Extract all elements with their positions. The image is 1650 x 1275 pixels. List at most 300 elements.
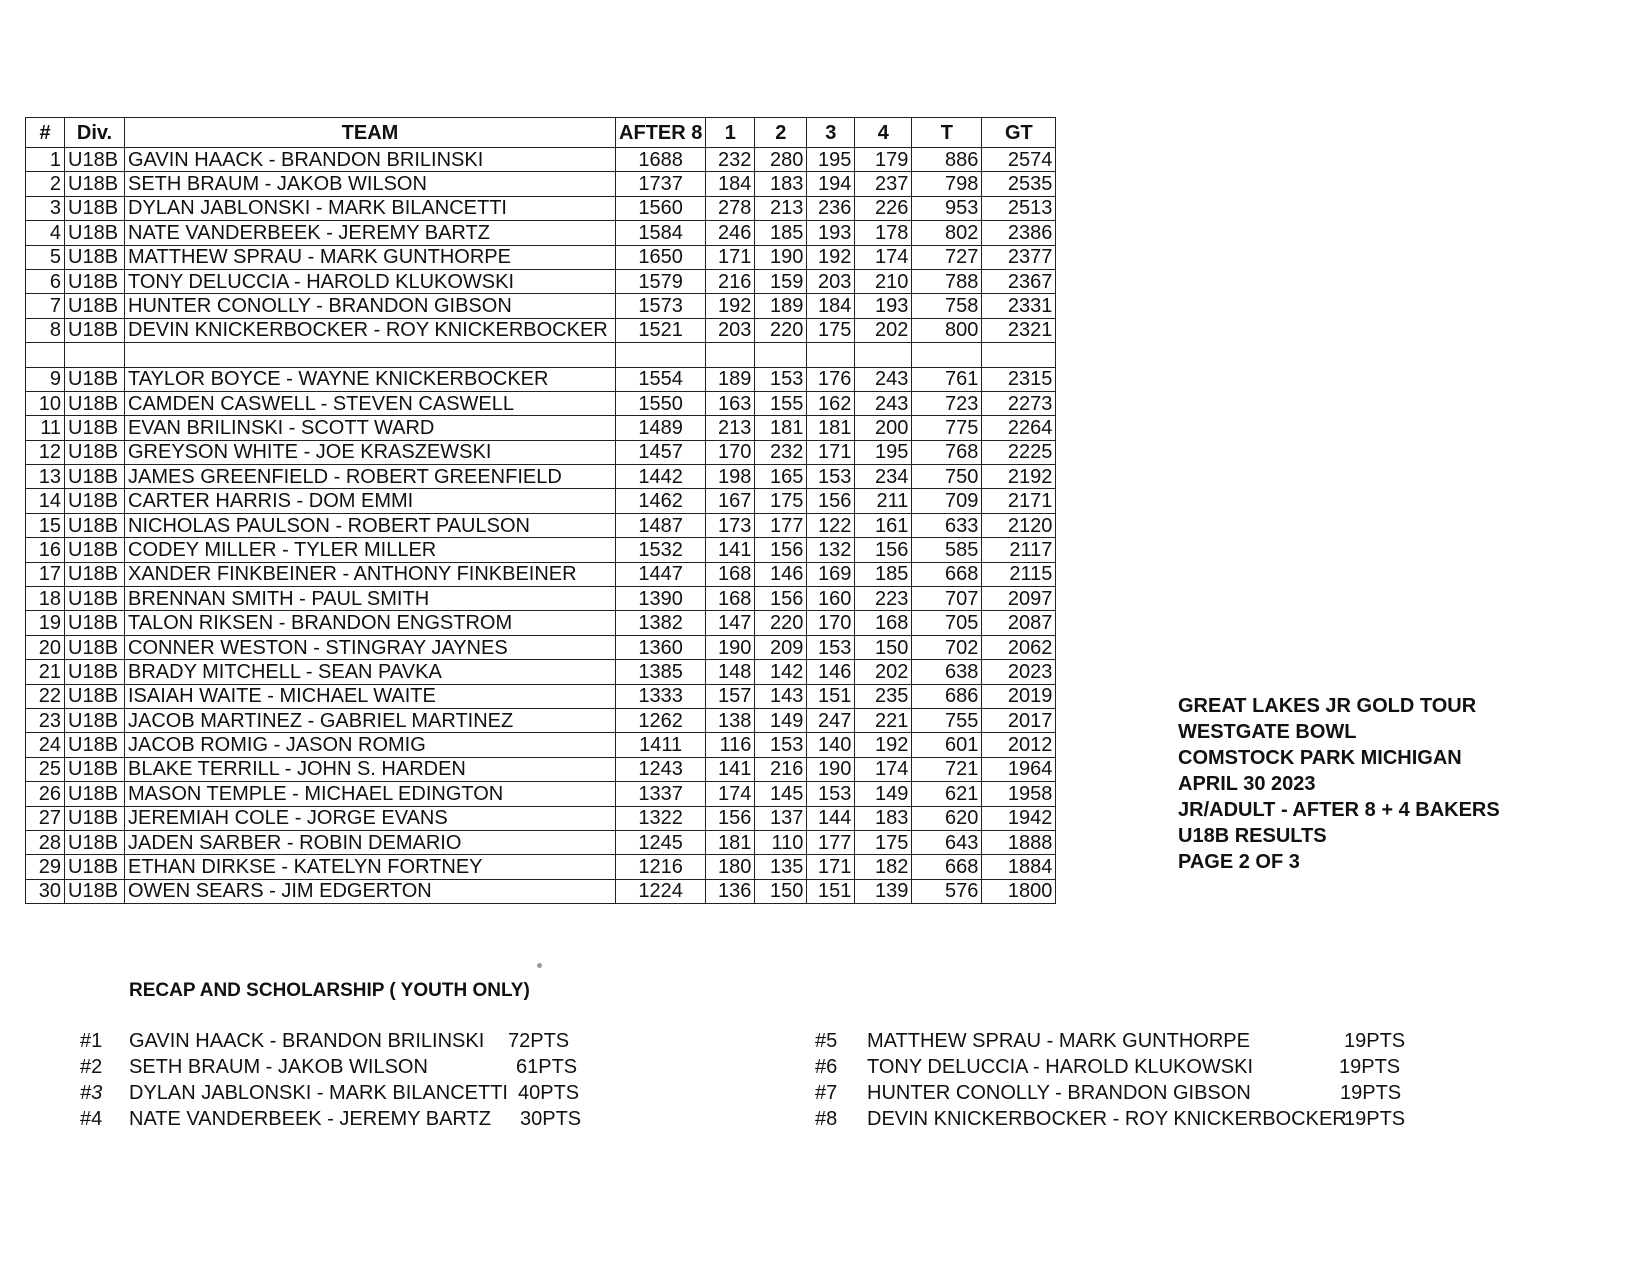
cell-rank: 29 xyxy=(26,855,65,879)
cell-team: BLAKE TERRILL - JOHN S. HARDEN xyxy=(125,757,616,781)
cell-after-8: 1560 xyxy=(616,196,706,220)
cell-rank: 24 xyxy=(26,733,65,757)
page-number: PAGE 2 OF 3 xyxy=(1178,851,1300,873)
cell-game-2: 156 xyxy=(755,538,807,562)
cell-rank: 1 xyxy=(26,148,65,172)
cell-game-2: 175 xyxy=(755,489,807,513)
cell-game-4: 243 xyxy=(855,367,912,391)
cell-grand-total: 2192 xyxy=(982,465,1056,489)
cell-grand-total: 2087 xyxy=(982,611,1056,635)
cell-game-2: 213 xyxy=(755,196,807,220)
cell-division: U18B xyxy=(65,782,125,806)
cell-game-1: 232 xyxy=(706,148,755,172)
cell-game-3: 156 xyxy=(807,489,855,513)
recap-row xyxy=(815,1108,1415,1134)
cell-grand-total: 2273 xyxy=(982,391,1056,415)
recap-row xyxy=(815,1056,1415,1082)
cell-team: MASON TEMPLE - MICHAEL EDINGTON xyxy=(125,782,616,806)
cell-total: 721 xyxy=(912,757,982,781)
cell-grand-total: 1800 xyxy=(982,879,1056,903)
cell-team: NATE VANDERBEEK - JEREMY BARTZ xyxy=(125,221,616,245)
cell-game-4: 221 xyxy=(855,708,912,732)
cell-rank: 15 xyxy=(26,513,65,537)
table-row xyxy=(26,391,1056,415)
cell-total: 620 xyxy=(912,806,982,830)
cell-game-1: 170 xyxy=(706,440,755,464)
cell-game-1: 190 xyxy=(706,635,755,659)
cell-game-2: 189 xyxy=(755,294,807,318)
cell-game-2: 156 xyxy=(755,587,807,611)
table-row xyxy=(26,660,1056,684)
cell-team: JEREMIAH COLE - JORGE EVANS xyxy=(125,806,616,830)
cell-game-3: 146 xyxy=(807,660,855,684)
cell-game-1: 203 xyxy=(706,318,755,342)
cell-game-1: 157 xyxy=(706,684,755,708)
cell-rank: 11 xyxy=(26,416,65,440)
cell-grand-total: 2315 xyxy=(982,367,1056,391)
cell-game-1: 181 xyxy=(706,830,755,854)
recap-points: 72PTS xyxy=(508,1030,570,1052)
cell-team: JADEN SARBER - ROBIN DEMARIO xyxy=(125,830,616,854)
cell-game-2: 177 xyxy=(755,513,807,537)
cell-rank: 27 xyxy=(26,806,65,830)
cell-after-8: 1554 xyxy=(616,367,706,391)
cell-team: NICHOLAS PAULSON - ROBERT PAULSON xyxy=(125,513,616,537)
cell-grand-total: 1884 xyxy=(982,855,1056,879)
cell-game-4: 139 xyxy=(855,879,912,903)
cell-game-4: 156 xyxy=(855,538,912,562)
cell-team: CAMDEN CASWELL - STEVEN CASWELL xyxy=(125,391,616,415)
col-header-game-4: 4 xyxy=(855,118,912,148)
cell-division: U18B xyxy=(65,294,125,318)
cell-rank: 22 xyxy=(26,684,65,708)
cell-game-4: 168 xyxy=(855,611,912,635)
cell-grand-total: 2171 xyxy=(982,489,1056,513)
cell-after-8: 1216 xyxy=(616,855,706,879)
recap-rank: #7 xyxy=(815,1082,838,1104)
cell-division: U18B xyxy=(65,538,125,562)
cell-game-2: 150 xyxy=(755,879,807,903)
cell-game-4: 192 xyxy=(855,733,912,757)
recap-team: TONY DELUCCIA - HAROLD KLUKOWSKI xyxy=(867,1056,1254,1078)
cell-game-3: 203 xyxy=(807,269,855,293)
cell-after-8: 1390 xyxy=(616,587,706,611)
table-row xyxy=(26,562,1056,586)
cell-game-3: 195 xyxy=(807,148,855,172)
cell-game-4: 211 xyxy=(855,489,912,513)
cell-game-1: 163 xyxy=(706,391,755,415)
col-header-game-3: 3 xyxy=(807,118,855,148)
cell-game-4: 149 xyxy=(855,782,912,806)
cell-game-4: 200 xyxy=(855,416,912,440)
cell-game-3: 132 xyxy=(807,538,855,562)
cell-game-4: 226 xyxy=(855,196,912,220)
cell-after-8: 1224 xyxy=(616,879,706,903)
event-venue: WESTGATE BOWL xyxy=(1178,721,1357,743)
cell-total: 758 xyxy=(912,294,982,318)
col-header-after-8: AFTER 8 xyxy=(616,118,706,148)
cell-game-3: 153 xyxy=(807,782,855,806)
cell-game-1: 174 xyxy=(706,782,755,806)
cell-game-3: 190 xyxy=(807,757,855,781)
cell-game-2: 220 xyxy=(755,318,807,342)
cell-team: TALON RIKSEN - BRANDON ENGSTROM xyxy=(125,611,616,635)
recap-title: RECAP AND SCHOLARSHIP ( YOUTH ONLY) xyxy=(129,980,530,1001)
cell-total: 788 xyxy=(912,269,982,293)
spacer-cell xyxy=(26,343,65,367)
table-row xyxy=(26,245,1056,269)
cell-total: 621 xyxy=(912,782,982,806)
recap-team: SETH BRAUM - JAKOB WILSON xyxy=(129,1056,428,1078)
cell-game-2: 159 xyxy=(755,269,807,293)
cell-total: 750 xyxy=(912,465,982,489)
table-row xyxy=(26,733,1056,757)
recap-row xyxy=(80,1108,640,1134)
event-location: COMSTOCK PARK MICHIGAN xyxy=(1178,747,1462,769)
cell-after-8: 1360 xyxy=(616,635,706,659)
cell-grand-total: 2535 xyxy=(982,172,1056,196)
cell-total: 585 xyxy=(912,538,982,562)
cell-rank: 8 xyxy=(26,318,65,342)
cell-game-4: 235 xyxy=(855,684,912,708)
cell-team: ISAIAH WAITE - MICHAEL WAITE xyxy=(125,684,616,708)
cell-game-4: 174 xyxy=(855,245,912,269)
cell-grand-total: 1942 xyxy=(982,806,1056,830)
table-row xyxy=(26,465,1056,489)
table-row xyxy=(26,269,1056,293)
event-division-results: U18B RESULTS xyxy=(1178,825,1327,847)
cell-game-4: 178 xyxy=(855,221,912,245)
cell-team: JACOB ROMIG - JASON ROMIG xyxy=(125,733,616,757)
cell-total: 705 xyxy=(912,611,982,635)
cell-game-2: 165 xyxy=(755,465,807,489)
cell-game-2: 216 xyxy=(755,757,807,781)
col-header-total: T xyxy=(912,118,982,148)
spacer-cell xyxy=(125,343,616,367)
cell-division: U18B xyxy=(65,221,125,245)
table-row xyxy=(26,782,1056,806)
cell-game-1: 192 xyxy=(706,294,755,318)
col-header-team: TEAM xyxy=(125,118,616,148)
cell-grand-total: 2513 xyxy=(982,196,1056,220)
cell-after-8: 1550 xyxy=(616,391,706,415)
recap-list-right xyxy=(815,1030,1415,1134)
table-spacer-row xyxy=(26,343,1056,367)
cell-game-3: 170 xyxy=(807,611,855,635)
cell-game-1: 213 xyxy=(706,416,755,440)
cell-after-8: 1487 xyxy=(616,513,706,537)
recap-rank: #8 xyxy=(815,1108,838,1130)
cell-team: OWEN SEARS - JIM EDGERTON xyxy=(125,879,616,903)
cell-rank: 2 xyxy=(26,172,65,196)
recap-points: 40PTS xyxy=(518,1082,580,1104)
recap-team: HUNTER CONOLLY - BRANDON GIBSON xyxy=(867,1082,1251,1104)
cell-team: GREYSON WHITE - JOE KRASZEWSKI xyxy=(125,440,616,464)
recap-list-left xyxy=(80,1030,640,1134)
recap-points: 19PTS xyxy=(1339,1056,1401,1078)
cell-division: U18B xyxy=(65,416,125,440)
cell-total: 668 xyxy=(912,855,982,879)
cell-game-2: 110 xyxy=(755,830,807,854)
cell-division: U18B xyxy=(65,196,125,220)
cell-rank: 26 xyxy=(26,782,65,806)
recap-team: NATE VANDERBEEK - JEREMY BARTZ xyxy=(129,1108,491,1130)
cell-total: 643 xyxy=(912,830,982,854)
cell-team: GAVIN HAACK - BRANDON BRILINSKI xyxy=(125,148,616,172)
cell-team: CONNER WESTON - STINGRAY JAYNES xyxy=(125,635,616,659)
table-row xyxy=(26,172,1056,196)
cell-game-3: 184 xyxy=(807,294,855,318)
cell-game-4: 195 xyxy=(855,440,912,464)
cell-rank: 14 xyxy=(26,489,65,513)
cell-game-2: 149 xyxy=(755,708,807,732)
cell-game-1: 167 xyxy=(706,489,755,513)
cell-game-3: 236 xyxy=(807,196,855,220)
cell-total: 755 xyxy=(912,708,982,732)
cell-rank: 30 xyxy=(26,879,65,903)
cell-total: 709 xyxy=(912,489,982,513)
cell-game-4: 175 xyxy=(855,830,912,854)
cell-rank: 17 xyxy=(26,562,65,586)
col-header-rank: # xyxy=(26,118,65,148)
cell-game-1: 116 xyxy=(706,733,755,757)
cell-game-3: 151 xyxy=(807,684,855,708)
cell-game-2: 153 xyxy=(755,367,807,391)
cell-game-2: 145 xyxy=(755,782,807,806)
cell-division: U18B xyxy=(65,733,125,757)
cell-team: ETHAN DIRKSE - KATELYN FORTNEY xyxy=(125,855,616,879)
cell-after-8: 1579 xyxy=(616,269,706,293)
cell-total: 800 xyxy=(912,318,982,342)
cell-team: BRENNAN SMITH - PAUL SMITH xyxy=(125,587,616,611)
cell-game-4: 182 xyxy=(855,855,912,879)
table-row xyxy=(26,318,1056,342)
cell-rank: 7 xyxy=(26,294,65,318)
cell-division: U18B xyxy=(65,635,125,659)
cell-rank: 6 xyxy=(26,269,65,293)
cell-game-3: 171 xyxy=(807,440,855,464)
col-header-game-1: 1 xyxy=(706,118,755,148)
recap-row xyxy=(80,1082,640,1108)
cell-after-8: 1245 xyxy=(616,830,706,854)
cell-total: 798 xyxy=(912,172,982,196)
cell-game-2: 209 xyxy=(755,635,807,659)
cell-division: U18B xyxy=(65,148,125,172)
recap-rank: #4 xyxy=(80,1108,103,1130)
recap-points: 19PTS xyxy=(1340,1082,1402,1104)
recap-points: 19PTS xyxy=(1344,1108,1406,1130)
cell-division: U18B xyxy=(65,440,125,464)
cell-team: BRADY MITCHELL - SEAN PAVKA xyxy=(125,660,616,684)
cell-rank: 16 xyxy=(26,538,65,562)
cell-game-4: 202 xyxy=(855,660,912,684)
cell-game-4: 193 xyxy=(855,294,912,318)
cell-after-8: 1382 xyxy=(616,611,706,635)
cell-game-1: 168 xyxy=(706,587,755,611)
cell-game-1: 136 xyxy=(706,879,755,903)
cell-after-8: 1333 xyxy=(616,684,706,708)
cell-team: CARTER HARRIS - DOM EMMI xyxy=(125,489,616,513)
cell-division: U18B xyxy=(65,465,125,489)
recap-points: 61PTS xyxy=(516,1056,578,1078)
cell-total: 576 xyxy=(912,879,982,903)
cell-grand-total: 2017 xyxy=(982,708,1056,732)
cell-grand-total: 2331 xyxy=(982,294,1056,318)
recap-rank: #1 xyxy=(80,1030,103,1052)
cell-game-3: 247 xyxy=(807,708,855,732)
cell-total: 702 xyxy=(912,635,982,659)
cell-division: U18B xyxy=(65,513,125,537)
cell-game-2: 280 xyxy=(755,148,807,172)
table-row xyxy=(26,513,1056,537)
cell-game-3: 171 xyxy=(807,855,855,879)
recap-rank: #2 xyxy=(80,1056,103,1078)
cell-division: U18B xyxy=(65,855,125,879)
cell-game-2: 232 xyxy=(755,440,807,464)
recap-row xyxy=(80,1030,640,1056)
cell-division: U18B xyxy=(65,269,125,293)
recap-points: 19PTS xyxy=(1344,1030,1406,1052)
cell-after-8: 1737 xyxy=(616,172,706,196)
cell-grand-total: 2377 xyxy=(982,245,1056,269)
cell-rank: 21 xyxy=(26,660,65,684)
cell-division: U18B xyxy=(65,879,125,903)
cell-total: 802 xyxy=(912,221,982,245)
cell-game-3: 177 xyxy=(807,830,855,854)
cell-game-3: 153 xyxy=(807,465,855,489)
table-row xyxy=(26,830,1056,854)
cell-after-8: 1573 xyxy=(616,294,706,318)
cell-after-8: 1457 xyxy=(616,440,706,464)
table-row xyxy=(26,148,1056,172)
cell-grand-total: 2264 xyxy=(982,416,1056,440)
table-row xyxy=(26,489,1056,513)
cell-after-8: 1532 xyxy=(616,538,706,562)
cell-division: U18B xyxy=(65,806,125,830)
cell-team: DEVIN KNICKERBOCKER - ROY KNICKERBOCKER xyxy=(125,318,616,342)
cell-grand-total: 2225 xyxy=(982,440,1056,464)
cell-after-8: 1322 xyxy=(616,806,706,830)
cell-rank: 19 xyxy=(26,611,65,635)
cell-game-2: 181 xyxy=(755,416,807,440)
cell-grand-total: 2062 xyxy=(982,635,1056,659)
cell-team: JACOB MARTINEZ - GABRIEL MARTINEZ xyxy=(125,708,616,732)
cell-game-3: 193 xyxy=(807,221,855,245)
cell-game-3: 160 xyxy=(807,587,855,611)
cell-game-1: 180 xyxy=(706,855,755,879)
cell-game-1: 141 xyxy=(706,757,755,781)
recap-team: DEVIN KNICKERBOCKER - ROY KNICKERBOCKER xyxy=(867,1108,1347,1130)
recap-row xyxy=(815,1082,1415,1108)
cell-total: 601 xyxy=(912,733,982,757)
cell-team: EVAN BRILINSKI - SCOTT WARD xyxy=(125,416,616,440)
cell-grand-total: 2321 xyxy=(982,318,1056,342)
table-row xyxy=(26,757,1056,781)
scan-speck xyxy=(537,963,542,968)
cell-after-8: 1447 xyxy=(616,562,706,586)
event-info-block xyxy=(1178,693,1500,875)
cell-grand-total: 2023 xyxy=(982,660,1056,684)
cell-division: U18B xyxy=(65,684,125,708)
cell-game-4: 174 xyxy=(855,757,912,781)
table-row xyxy=(26,440,1056,464)
cell-game-4: 223 xyxy=(855,587,912,611)
event-title: GREAT LAKES JR GOLD TOUR xyxy=(1178,695,1477,717)
cell-division: U18B xyxy=(65,172,125,196)
cell-game-4: 210 xyxy=(855,269,912,293)
cell-division: U18B xyxy=(65,367,125,391)
cell-after-8: 1243 xyxy=(616,757,706,781)
cell-team: CODEY MILLER - TYLER MILLER xyxy=(125,538,616,562)
spacer-cell xyxy=(855,343,912,367)
cell-after-8: 1650 xyxy=(616,245,706,269)
recap-points: 30PTS xyxy=(520,1108,582,1130)
cell-game-3: 144 xyxy=(807,806,855,830)
cell-game-3: 151 xyxy=(807,879,855,903)
spacer-cell xyxy=(982,343,1056,367)
table-row xyxy=(26,587,1056,611)
cell-total: 668 xyxy=(912,562,982,586)
cell-game-1: 278 xyxy=(706,196,755,220)
cell-game-3: 176 xyxy=(807,367,855,391)
cell-division: U18B xyxy=(65,611,125,635)
cell-total: 953 xyxy=(912,196,982,220)
cell-division: U18B xyxy=(65,489,125,513)
cell-total: 723 xyxy=(912,391,982,415)
cell-total: 768 xyxy=(912,440,982,464)
cell-total: 761 xyxy=(912,367,982,391)
cell-division: U18B xyxy=(65,708,125,732)
cell-grand-total: 2012 xyxy=(982,733,1056,757)
cell-game-4: 243 xyxy=(855,391,912,415)
cell-game-3: 122 xyxy=(807,513,855,537)
recap-team: MATTHEW SPRAU - MARK GUNTHORPE xyxy=(867,1030,1250,1052)
cell-division: U18B xyxy=(65,660,125,684)
cell-grand-total: 2386 xyxy=(982,221,1056,245)
cell-game-4: 179 xyxy=(855,148,912,172)
table-row xyxy=(26,538,1056,562)
results-table xyxy=(25,117,1056,904)
cell-game-1: 246 xyxy=(706,221,755,245)
cell-game-2: 155 xyxy=(755,391,807,415)
cell-game-2: 190 xyxy=(755,245,807,269)
event-date: APRIL 30 2023 xyxy=(1178,773,1316,795)
cell-after-8: 1489 xyxy=(616,416,706,440)
cell-grand-total: 2097 xyxy=(982,587,1056,611)
cell-total: 886 xyxy=(912,148,982,172)
table-row xyxy=(26,416,1056,440)
cell-game-2: 142 xyxy=(755,660,807,684)
col-header-division: Div. xyxy=(65,118,125,148)
cell-grand-total: 2574 xyxy=(982,148,1056,172)
cell-game-2: 220 xyxy=(755,611,807,635)
cell-game-2: 135 xyxy=(755,855,807,879)
cell-total: 638 xyxy=(912,660,982,684)
cell-total: 775 xyxy=(912,416,982,440)
cell-game-1: 148 xyxy=(706,660,755,684)
table-row xyxy=(26,708,1056,732)
cell-after-8: 1521 xyxy=(616,318,706,342)
cell-division: U18B xyxy=(65,587,125,611)
table-row xyxy=(26,367,1056,391)
event-format: JR/ADULT - AFTER 8 + 4 BAKERS xyxy=(1178,799,1500,821)
table-row xyxy=(26,294,1056,318)
cell-rank: 20 xyxy=(26,635,65,659)
cell-team: TAYLOR BOYCE - WAYNE KNICKERBOCKER xyxy=(125,367,616,391)
cell-game-4: 150 xyxy=(855,635,912,659)
cell-rank: 18 xyxy=(26,587,65,611)
cell-division: U18B xyxy=(65,245,125,269)
